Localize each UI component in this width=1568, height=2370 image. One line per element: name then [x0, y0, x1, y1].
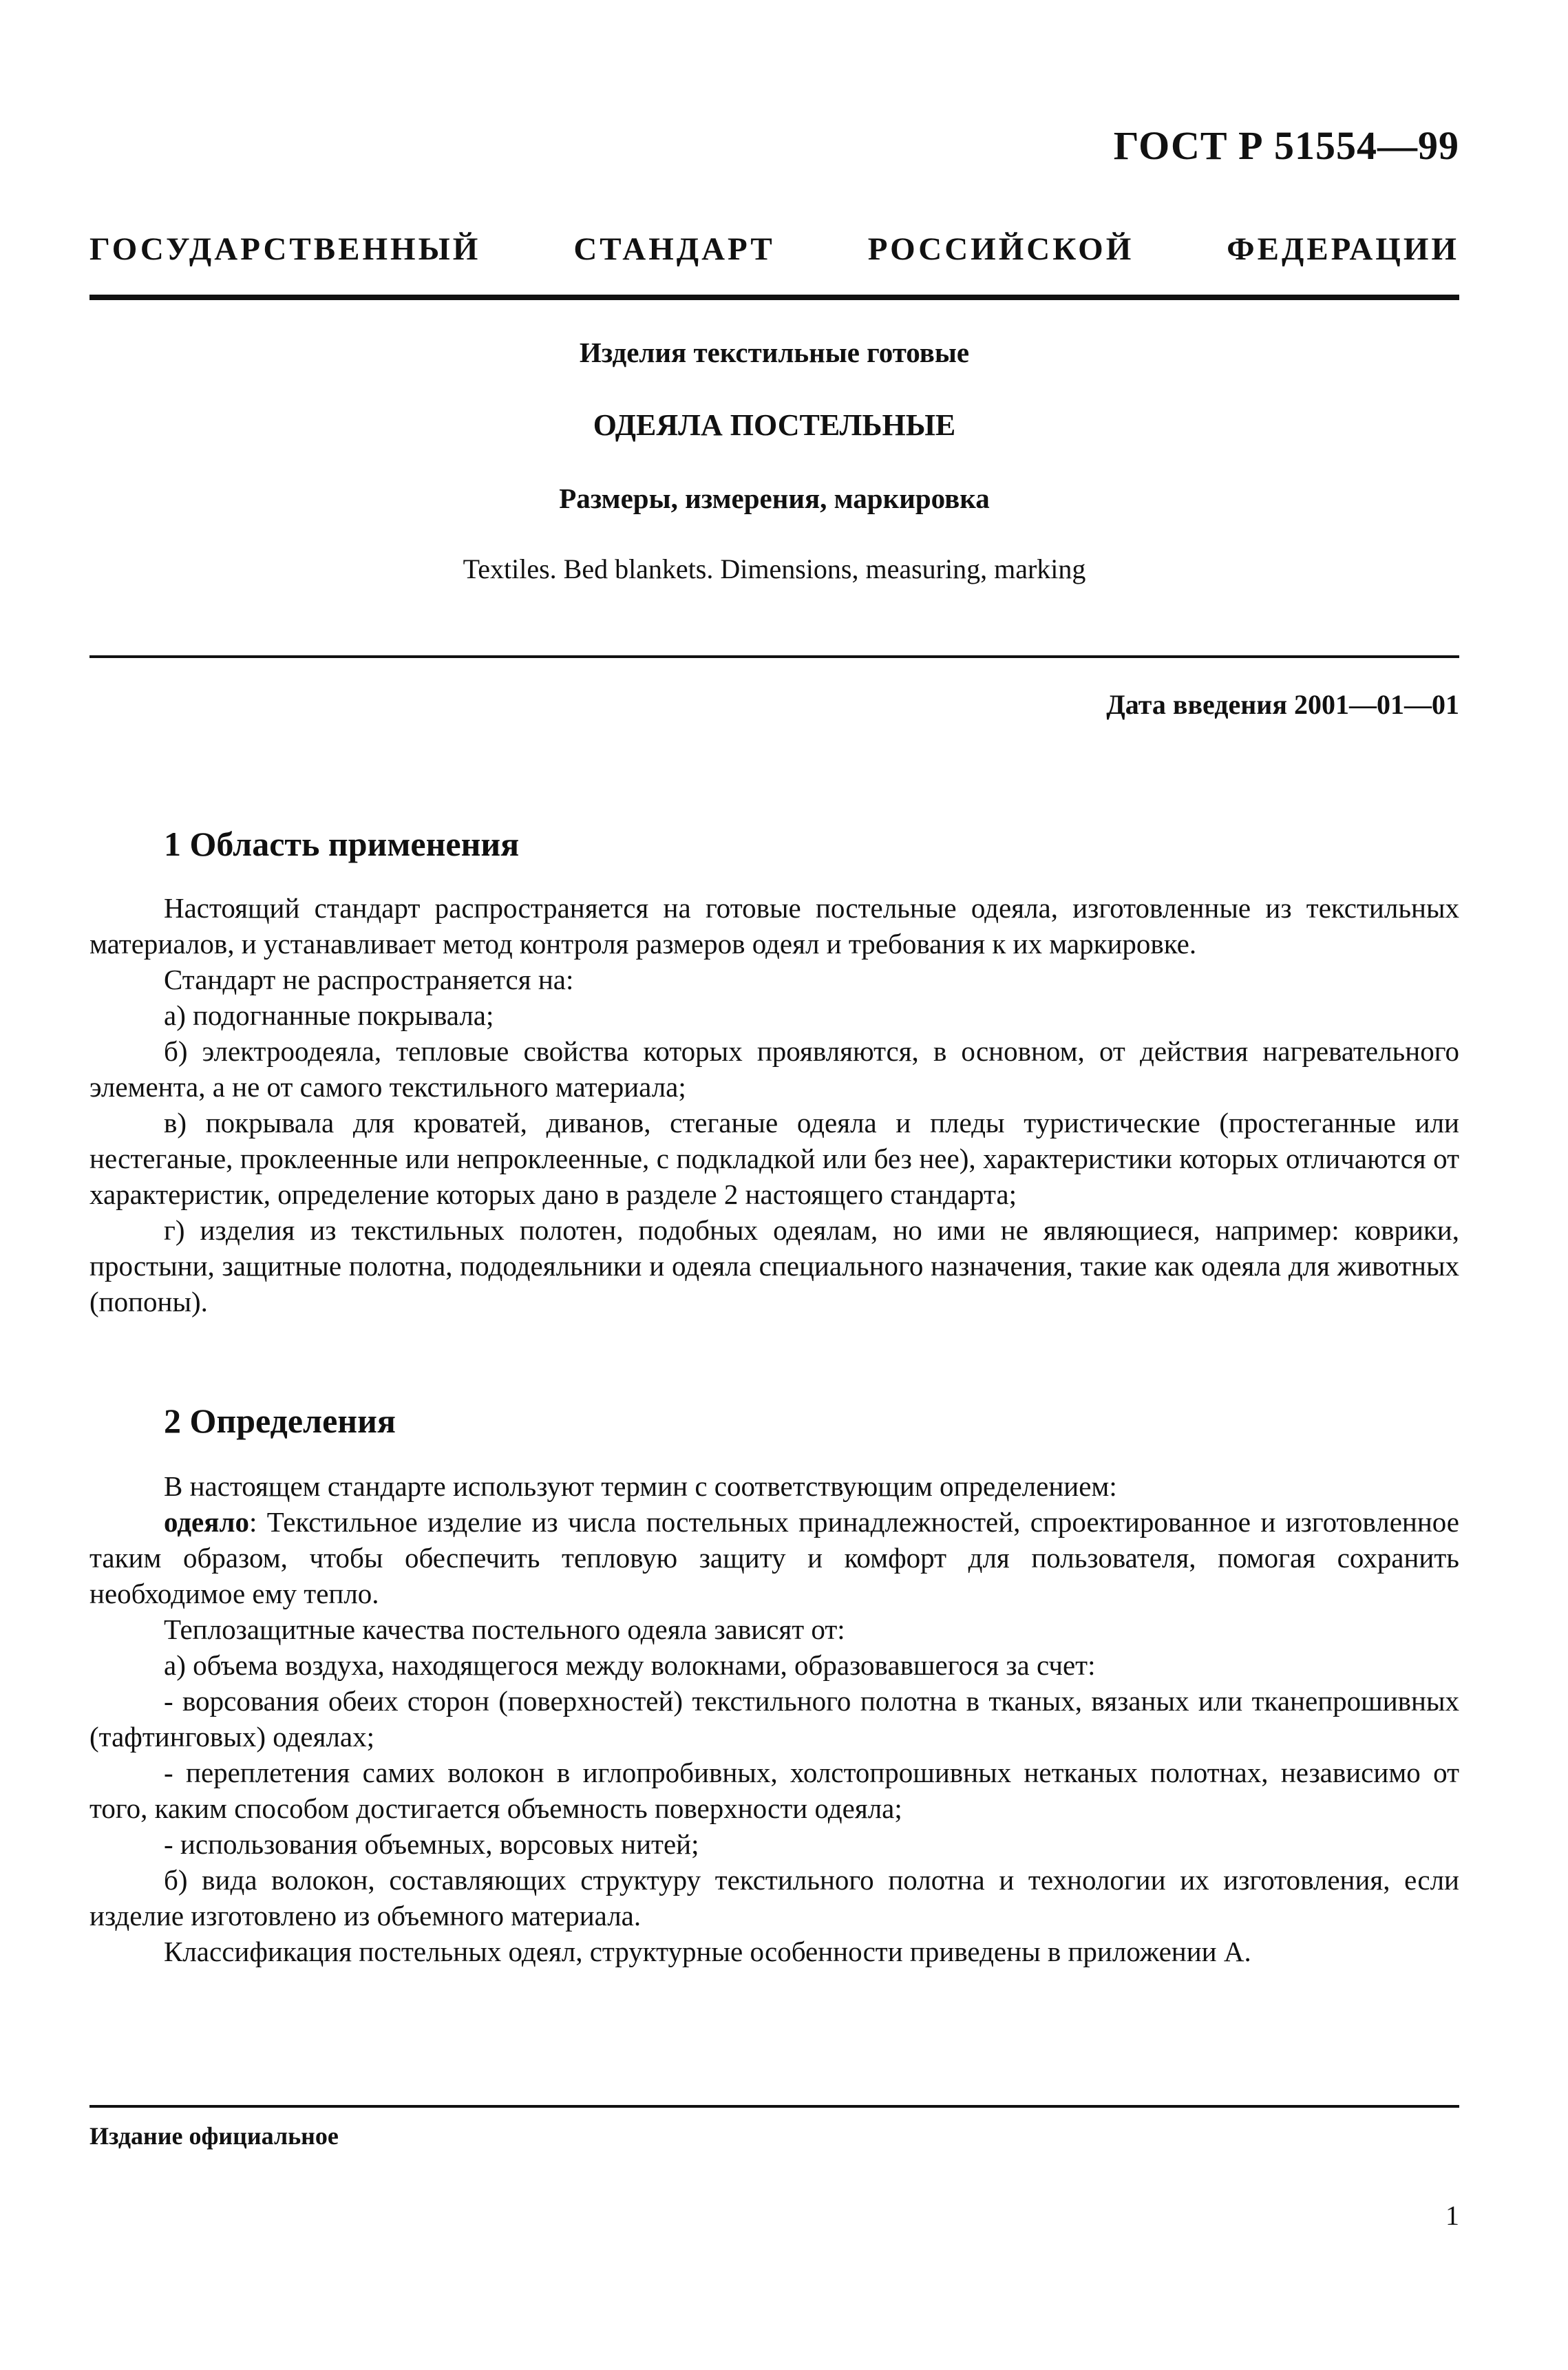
introduction-date: Дата введения 2001—01—01 [1106, 689, 1459, 720]
defined-term: одеяло [164, 1506, 249, 1538]
document-page [89, 0, 1459, 2370]
definition-paragraph [89, 1504, 1459, 1611]
paragraph: Настоящий стандарт распространяется на готовые постельные одеяла, изготовленные из текстильных материалов, и устанавливает метод контроля размеров одеял и требования к их маркировке. [89, 892, 1459, 960]
term-definition: : Текстильное изделие из числа постельных принадлежностей, спроектированное и изготовленное таким образом, чтобы обеспечить тепловую защиту и комфорт для пользователя, помогая сохранить необходимое ему тепло. [89, 1506, 1459, 1609]
paragraph: Теплозащитные качества постельного одеяла зависят от: [164, 1613, 845, 1645]
list-item: в) покрывала для кроватей, диванов, стеганые одеяла и пледы туристические (простеганные или нестеганые, проклеенные или непроклеенные, с подкладкой или без нее), характеристики которых отличаются от характеристик, определение которых дано в разделе 2 настоящего стандарта; [89, 1107, 1459, 1210]
section-2-heading: 2 Определения [164, 1401, 396, 1440]
section-1-heading: 1 Область применения [164, 825, 520, 863]
paragraph: В настоящем стандарте используют термин с соответствующим определением: [164, 1470, 1117, 1502]
english-title: Textiles. Bed blankets. Dimensions, measuring, marking [463, 553, 1086, 584]
official-edition-label: Издание официальное [89, 2122, 339, 2150]
paragraph: Классификация постельных одеял, структурные особенности приведены в приложении А. [164, 1936, 1251, 1967]
section-2-body [89, 1468, 1459, 1969]
document-subtitle: Размеры, измерения, маркировка [559, 483, 990, 514]
page-number: 1 [1445, 2200, 1459, 2231]
list-item: а) объема воздуха, находящегося между волокнами, образовавшегося за счет: [164, 1649, 1096, 1681]
title-divider [89, 655, 1459, 658]
product-group: Изделия текстильные готовые [579, 337, 970, 368]
document-number: ГОСТ Р 51554—99 [1113, 123, 1459, 168]
document-title: ОДЕЯЛА ПОСТЕЛЬНЫЕ [593, 408, 956, 442]
list-item: б) вида волокон, составляющих структуру текстильного полотна и технологии их изготовления, если изделие изготовлено из объемного материала. [89, 1864, 1459, 1932]
list-item: а) подогнанные покрывала; [164, 999, 494, 1031]
list-item: - использования объемных, ворсовых нитей; [164, 1828, 699, 1860]
list-item: - переплетения самих волокон в иглопробивных, холстопрошивных нетканых полотнах, независимо от того, каким способом достигается объемность поверхности одеяла; [89, 1757, 1459, 1824]
footer-divider [89, 2105, 1459, 2108]
paragraph: Стандарт не распространяется на: [164, 964, 574, 995]
state-standard-heading: ГОСУДАРСТВЕННЫЙ СТАНДАРТ РОССИЙСКОЙ ФЕДЕРАЦИИ [89, 231, 1459, 267]
list-item: б) электроодеяла, тепловые свойства которых проявляются, в основном, от действия нагревательного элемента, а не от самого текстильного материала; [89, 1035, 1459, 1103]
list-item: - ворсования обеих сторон (поверхностей) текстильного полотна в тканых, вязаных или тканепрошивных (тафтинговых) одеялах; [89, 1685, 1459, 1753]
list-item: г) изделия из текстильных полотен, подобных одеялам, но ими не являющиеся, например: коврики, простыни, защитные полотна, пододеяльники и одеяла специального назначения, такие как одеяла для животных (попоны). [89, 1214, 1459, 1318]
section-1-body [89, 890, 1459, 1320]
header-divider [89, 295, 1459, 300]
